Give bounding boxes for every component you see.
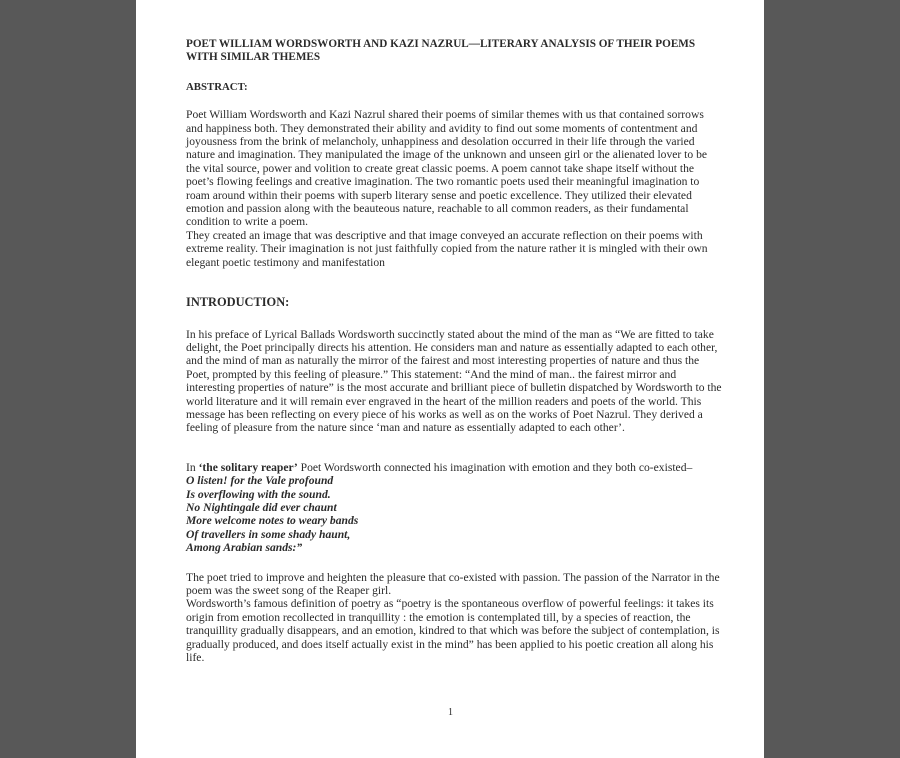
introduction-heading: INTRODUCTION: [186, 295, 290, 310]
poem-line: Among Arabian sands:” [186, 541, 303, 555]
poem-line: Of travellers in some shady haunt, [186, 527, 351, 541]
introduction-paragraph: In his preface of Lyrical Ballads Wordsworth succinctly stated about the mind of the man as “We are fitted to take delight, the Poet principally directs his attention. He considers man and nature as essentially adapted to each other, and the mind of man as naturally the mirror of the fairest and most interesting properties of nature and thus the Poet, prompted by this feeling of pleasure.” This statement: “And the mind of man.. the fairest mirror and interesting properties of nature” is the most accurate and brilliant piece of bulletin dispatched by Wordsworth to the world literature and it will remain ever engraved in the heart of the million readers and poets of the world. This message has been reflecting on every piece of his works as well as on the works of Poet Nazrul. They derived a feeling of pleasure from the nature since ‘man and nature as essentially adapted to each other’. [186, 327, 722, 435]
after-poem-paragraph-2: Wordsworth’s famous definition of poetry as “poetry is the spontaneous overflow of powerful feelings: it takes its origin from emotion recollected in tranquillity : the emotion is contemplated till, by a species of reaction, the tranquillity gradually disappears, and an emotion, kindred to that which was before the subject of contemplation, is gradually produced, and does itself actually exist in the mind” has been applied to his poetic creation all along his life. [186, 597, 720, 665]
abstract-paragraph-2: They created an image that was descriptive and that image conveyed an accurate reflection on their poems with extreme reality. Their imagination is not just faithfully copied from the nature rather it is mingled with their own elegant poetic testimony and manifestation [186, 228, 708, 269]
after-poem-paragraph-1: The poet tried to improve and heighten the pleasure that co-existed with passion. The passion of the Narrator in the poem was the sweet song of the Reaper girl. [186, 570, 720, 597]
reaper-intro-post: Poet Wordsworth connected his imagination with emotion and they both co-existed– [297, 460, 693, 474]
poem-line: Is overflowing with the sound. [186, 487, 331, 501]
abstract-heading: ABSTRACT: [186, 80, 248, 93]
poem-excerpt [186, 474, 722, 554]
reaper-intro-pre: In [186, 460, 199, 474]
poem-line: O listen! for the Vale profound [186, 474, 334, 488]
page-number: 1 [448, 707, 453, 718]
abstract-paragraph-1: Poet William Wordsworth and Kazi Nazrul shared their poems of similar themes with us that contained sorrows and happiness both. They demonstrated their ability and avidity to find out some moments of contentment and joyousness from the brink of melancholy, unhappiness and desolation occurred in their life through the varied nature and imagination. They manipulated the image of the unknown and unseen girl or the alienated lover to be the vital source, power and volition to create great classic poems. A poem cannot take shape itself without the poet’s flowing feelings and creative imagination. The two romantic poets used their meaningful imagination to roam around within their poems with superb literary sense and poetic excellence. They utilized their elevated emotion and passion along with the beauteous nature, reachable to all common readers, as their fundamental condition to write a poem. [186, 108, 708, 229]
document-title: POET WILLIAM WORDSWORTH AND KAZI NAZRUL—LITERARY ANALYSIS OF THEIR POEMS WITH SIMILAR THEMES [186, 38, 696, 64]
poem-line: No Nightingale did ever chaunt [186, 500, 337, 514]
reaper-intro-paragraph [186, 461, 722, 474]
document-page [136, 0, 764, 758]
page-content [186, 38, 722, 664]
poem-line: More welcome notes to weary bands [186, 514, 359, 528]
reaper-title: ‘the solitary reaper’ [198, 460, 298, 474]
